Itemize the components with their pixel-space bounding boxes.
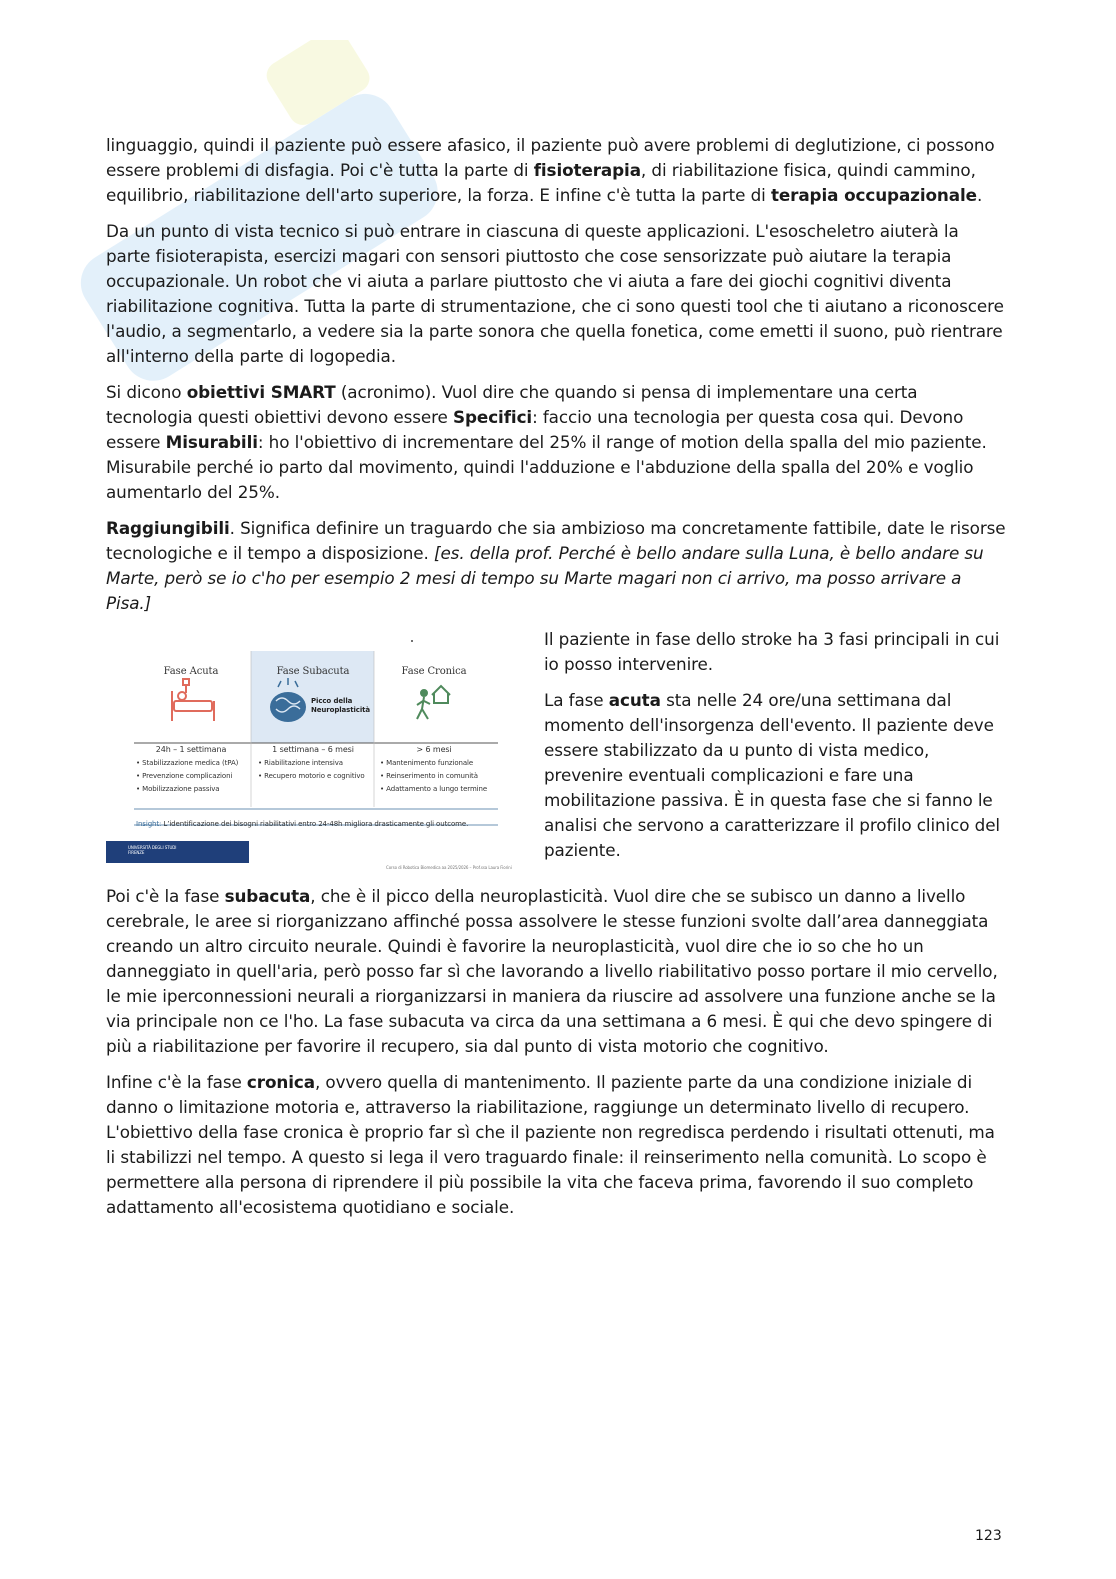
phase-subacute-title: Fase Subacuta	[276, 666, 350, 677]
paragraph-raggiungibili: Raggiungibili. Significa definire un traguardo che sia ambizioso ma concretamente fattibile, date le risorse tecnologiche e il tempo a disposizione. [es. della prof. Perché è bello andare sulla Luna, è bello andare su Marte, però se io c'ho per esempio 2 mesi di tempo su Marte magari non ci arrivo, ma posso arrivare a Pisa.]	[106, 518, 1006, 613]
bullet-item: • Riabilitazione intensiva	[258, 757, 383, 770]
bullet-item: • Stabilizzazione medica (tPA)	[136, 757, 261, 770]
slide-insight: Insight: L’identificazione dei bisogni riabilitativi entro 24-48h migliora drasticamente gli outcome.	[136, 820, 469, 828]
bullet-item: • Prevenzione complicazioni	[136, 770, 261, 783]
acute-duration: 24h – 1 settimana	[155, 745, 227, 754]
paragraph-smart: Si dicono obiettivi SMART (acronimo). Vuol dire che quando si pensa di implementare una certa tecnologia questi obiettivi devono essere Specifici: faccio una tecnologia per questa cosa qui. Devono essere Misurabili: ho l'obiettivo di incrementare del 25% il range of motion della spalla del mio paziente. Misurabile perché io parto dal movimento, quindi l'adduzione e l'abduzione della spalla del 20% e voglio aumentarlo del 25%.	[106, 382, 987, 502]
phase-acute-column	[131, 651, 251, 741]
chronic-bullets	[380, 757, 505, 796]
chronic-duration: > 6 mesi	[416, 745, 452, 754]
bullet-item: • Mantenimento funzionale	[380, 757, 505, 770]
side-text	[544, 627, 1004, 874]
paragraph-1: linguaggio, quindi il paziente può essere afasico, il paziente può avere problemi di deglutizione, ci possono essere problemi di disfagia. Poi c'è tutta la parte di fisioterapia, di riabilitazione fisica, quindi cammino, equilibrio, riabilitazione dell'arto superiore, la forza. E infine c'è tutta la parte di terapia occupazionale.	[106, 135, 995, 205]
side-paragraph-1: Il paziente in fase dello stroke ha 3 fasi principali in cui io posso intervenire.	[544, 629, 1000, 674]
slide-footer: Corso di Robotica Biomedica aa 2025/2026 – Prof.ssa Laura Fiorini	[386, 865, 512, 870]
phase-acute-title: Fase Acuta	[163, 666, 219, 677]
peak-neuroplasticity-label: Picco della Neuroplasticità	[311, 697, 371, 714]
figure-row	[106, 627, 1006, 874]
university-logo-text: UNIVERSITÀ DEGLI STUDI FIRENZE	[128, 845, 177, 855]
university-banner	[106, 841, 249, 863]
paragraph-2: Da un punto di vista tecnico si può entrare in ciascuna di queste applicazioni. L'esoscheletro aiuterà la parte fisioterapista, esercizi magari con sensori piuttosto che cose sensorizzate può aiutare la terapia occupazionale. Un robot che vi aiuta a parlare piuttosto che vi aiuta a fare dei giochi cognitivi diventa riabilitazione cognitiva. Tutta la parte di strumentazione, che ci sono questi tool che ti aiutano a riconoscere l'audio, a segmentarlo, a vedere sia la parte sonora che quella fonetica, come emetti il suono, può rientrare all'interno della parte di logopedia.	[106, 221, 1004, 366]
side-paragraph-2: La fase acuta sta nelle 24 ore/una settimana dal momento dell'insorgenza dell'evento. Il paziente deve essere stabilizzato da u punto di vista medico, prevenire eventuali complicazioni e fare una mobilitazione passiva. È in questa fase che si fanno le analisi che servono a caratterizzare il profilo clinico del paziente.	[544, 690, 1000, 860]
bullet-item: • Adattamento a lungo termine	[380, 783, 505, 796]
slide-dot	[411, 640, 413, 642]
phase-chronic-title: Fase Cronica	[401, 666, 467, 677]
phase-subacute-column	[253, 651, 373, 741]
phase-chronic-column	[374, 651, 494, 741]
page-number: 123	[975, 1528, 1002, 1544]
acute-bullets	[136, 757, 261, 796]
bullet-item: • Reinserimento in comunità	[380, 770, 505, 783]
bullet-item: • Mobilizzazione passiva	[136, 783, 261, 796]
stroke-phases-slide	[106, 629, 526, 870]
subacute-duration: 1 settimana – 6 mesi	[272, 745, 354, 754]
bullet-item: • Recupero motorio e cognitivo	[258, 770, 383, 783]
paragraph-cronica: Infine c'è la fase cronica, ovvero quella di mantenimento. Il paziente parte da una condizione iniziale di danno o limitazione motoria e, attraverso la riabilitazione, raggiunge un determinato livello di recupero. L'obiettivo della fase cronica è proprio far sì che il paziente non regredisca perdendo i risultati ottenuti, ma li stabilizzi nel tempo. A questo si lega il vero traguardo finale: il reinserimento nella comunità. Lo scopo è permettere alla persona di riprendere il più possibile la vita che faceva prima, favorendo il suo completo adattamento all'ecosistema quotidiano e sociale.	[106, 1072, 995, 1217]
subacute-bullets	[258, 757, 383, 783]
paragraph-subacuta: Poi c'è la fase subacuta, che è il picco della neuroplasticità. Vuol dire che se subisco un danno a livello cerebrale, le aree si riorganizzano affinché possa assolvere le stesse funzioni svolte dall’area danneggiata creando un altro circuito neurale. Quindi è favorire la neuroplasticità, vuol dire che io so che ho un danneggiato in quell'aria, però posso far sì che lavorando a livello riabilitativo posso portare il mio cervello, le mie iperconnessioni neurali a riorganizzarsi in maniera da riuscire ad assolvere una funzione anche se la via principale non ce l'ho. La fase subacuta va circa da una settimana a 6 mesi. È qui che devo spingere di più a riabilitazione per favorire il recupero, sia dal punto di vista motorio che cognitivo.	[106, 886, 998, 1056]
